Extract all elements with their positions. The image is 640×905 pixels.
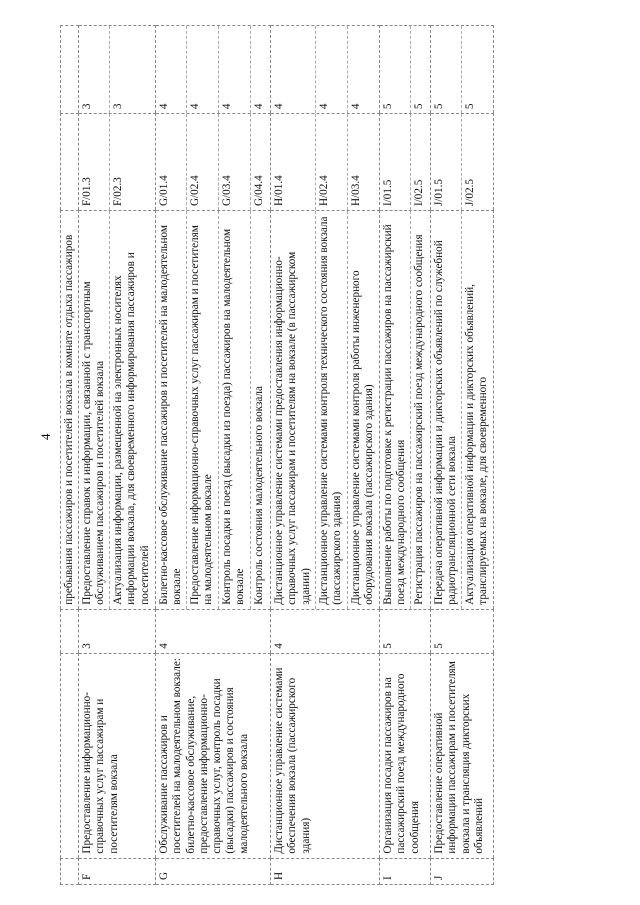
function-level: 4 xyxy=(273,103,286,110)
function-title: Актуализация оперативной информации и дикторских объявлений, транслируемых на вокзале, для своевременного xyxy=(461,211,491,609)
function-level: 4 xyxy=(347,26,377,113)
function-title: Регистрация пассажиров на пассажирский поезд международного сообщения xyxy=(410,211,428,609)
gf-code: G xyxy=(156,858,271,884)
function-code: J/02.5 xyxy=(461,114,491,210)
gf-name: Предоставление информационно-справочных услуг пассажирам и посетителям вокзала xyxy=(79,653,156,858)
function-level: 5 xyxy=(433,103,446,110)
gf-code: F xyxy=(79,858,156,884)
function-title: Предоставление информационно-справочных услуг пассажирам и посетителям на малодеятельном вокзале xyxy=(186,211,216,609)
function-code: H/02.4 xyxy=(315,114,345,210)
function-level: 3 xyxy=(109,26,153,113)
function-codes xyxy=(380,114,431,211)
function-code: J/01.5 xyxy=(433,179,446,207)
function-code: I/01.5 xyxy=(382,179,395,207)
function-titles xyxy=(79,211,156,610)
table-row xyxy=(380,26,431,885)
table-row xyxy=(271,26,380,885)
function-title: Контроль состояния малодеятельного вокзала xyxy=(250,211,268,609)
function-levels xyxy=(79,26,156,114)
gf-level: 4 xyxy=(156,609,271,653)
gf-name: Дистанционное управление системами обеспечения вокзала (пассажирского здания) xyxy=(271,653,380,858)
function-titles xyxy=(380,211,431,610)
gf-code: I xyxy=(380,858,431,884)
functions-table-sheet xyxy=(60,25,610,885)
function-level: 4 xyxy=(218,26,248,113)
gf-name: Обслуживание пассажиров и посетителей на малодеятельном вокзале: билетно-кассовое обслуживание, предоставление информационно-справочных услуг, контроль посадки (высадки) пассажиров и состояния малодеятельного вокзала xyxy=(156,653,271,858)
function-level: 4 xyxy=(186,26,216,113)
table-row xyxy=(61,26,79,885)
gf-code: J xyxy=(431,858,494,884)
table-row xyxy=(79,26,156,885)
function-title: Предоставление справок и информации, связанной с транспортным обслуживанием пассажиров и посетителей вокзала xyxy=(81,281,107,605)
function-code: G/01.4 xyxy=(158,175,171,207)
function-level: 4 xyxy=(158,103,171,110)
function-code: I/02.5 xyxy=(410,114,428,210)
function-title: Контроль посадки в поезд (высадки из поезда) пассажиров на малодеятельном вокзале xyxy=(218,211,248,609)
gf-name: Организация посадки пассажиров на пассажирский поезд международного сообщения xyxy=(380,653,431,858)
function-title: Актуализация информации, размещенной на электронных носителях информации вокзала, для своевременного информирования пассажиров и посетителей xyxy=(109,211,153,609)
function-code: G/03.4 xyxy=(218,114,248,210)
generalized-functions-table xyxy=(60,25,494,885)
function-codes xyxy=(431,114,494,211)
function-titles xyxy=(431,211,494,610)
gf-level: 3 xyxy=(79,609,156,653)
function-codes xyxy=(271,114,380,211)
function-title: Билетно-кассовое обслуживание пассажиров и посетителей на малодеятельном вокзале xyxy=(158,225,184,605)
function-titles xyxy=(271,211,380,610)
function-code: H/01.4 xyxy=(273,175,286,207)
gf-level: 4 xyxy=(271,609,380,653)
table-row xyxy=(431,26,494,885)
gf-level: 5 xyxy=(431,609,494,653)
function-levels xyxy=(431,26,494,114)
function-codes xyxy=(156,114,271,211)
function-code: F/02.3 xyxy=(109,114,153,210)
table-row xyxy=(156,26,271,885)
function-level: 5 xyxy=(382,103,395,110)
function-codes xyxy=(79,114,156,211)
function-levels xyxy=(380,26,431,114)
page-number: 4 xyxy=(38,433,53,440)
function-code: F/01.3 xyxy=(81,177,94,207)
function-title: пребывания пассажиров и посетителей вокзала в комнате отдыха пассажиров xyxy=(61,211,79,610)
function-title: Передача оперативной информации и дикторских объявлений по служебной радиотрансляционной сети вокзала xyxy=(433,240,459,605)
gf-level: 5 xyxy=(380,609,431,653)
function-title: Дистанционное управление системами контроля работы инженерного оборудования вокзала (пассажирского здания) xyxy=(347,211,377,609)
function-code: H/03.4 xyxy=(347,114,377,210)
function-level: 4 xyxy=(250,26,268,113)
function-levels xyxy=(156,26,271,114)
function-code: G/04.4 xyxy=(250,114,268,210)
function-level: 3 xyxy=(81,103,94,110)
function-levels xyxy=(271,26,380,114)
function-level: 4 xyxy=(315,26,345,113)
function-title: Выполнение работы по подготовке к регистрации пассажиров на пассажирский поезд международного сообщения xyxy=(382,224,408,605)
function-title: Дистанционное управление системами контроля технического состояния вокзала (пассажирского здания) xyxy=(315,211,345,609)
function-level: 5 xyxy=(461,26,491,113)
function-titles xyxy=(156,211,271,610)
function-code: G/02.4 xyxy=(186,114,216,210)
function-level: 5 xyxy=(410,26,428,113)
gf-name: Предоставление оперативной информации пассажирам и посетителям вокзала и трансляция дикторских объявлений xyxy=(431,653,494,858)
function-title: Дистанционное управление системами предоставления информационно-справочных услуг пассажирам и посетителям на вокзале (в пассажирском здании) xyxy=(273,251,312,605)
gf-code: H xyxy=(271,858,380,884)
